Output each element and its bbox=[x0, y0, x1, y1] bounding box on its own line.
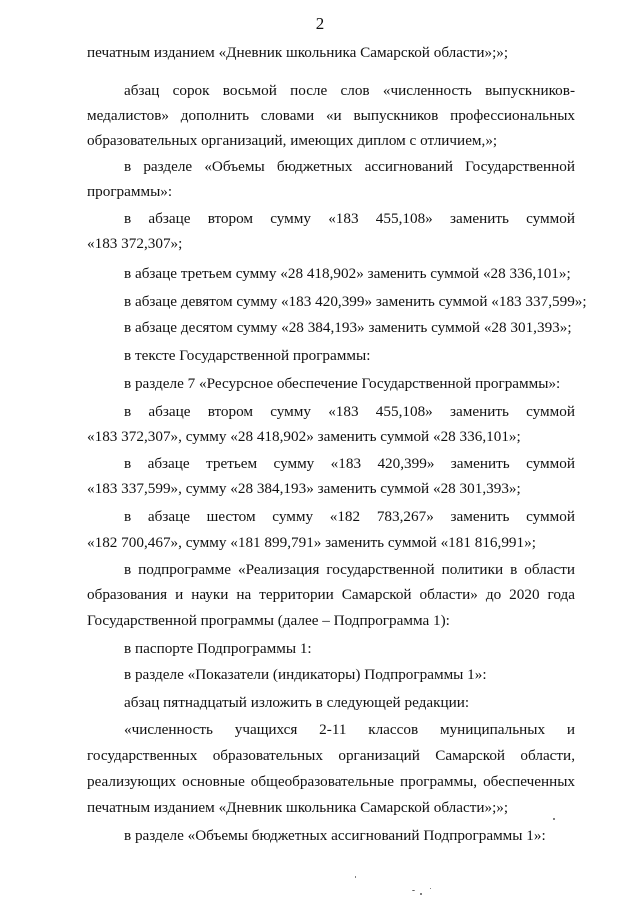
scan-speck bbox=[412, 890, 415, 891]
text-line: в тексте Государственной программы: bbox=[124, 347, 371, 364]
scan-speck bbox=[553, 818, 555, 820]
text-line: «183 372,307»; bbox=[87, 235, 183, 252]
text-line: в абзаце втором сумму «183 455,108» заменить суммой bbox=[124, 403, 575, 420]
text-line: печатным изданием «Дневник школьника Самарской области»;»; bbox=[87, 799, 509, 816]
text-line: образовательных организаций, имеющих диплом с отличием,»; bbox=[87, 132, 498, 149]
text-line: абзац пятнадцатый изложить в следующей редакции: bbox=[124, 694, 470, 711]
scan-speck bbox=[430, 888, 431, 889]
text-line: в подпрограмме «Реализация государственной политики в области bbox=[124, 561, 575, 578]
text-line: в разделе «Показатели (индикаторы) Подпрограммы 1»: bbox=[124, 666, 487, 683]
text-line: в абзаце девятом сумму «183 420,399» заменить суммой «183 337,599»; bbox=[124, 293, 587, 310]
text-line: «182 700,467», сумму «181 899,791» заменить суммой «181 816,991»; bbox=[87, 534, 536, 551]
text-line: «численность учащихся 2-11 классов муниципальных и bbox=[124, 721, 575, 738]
text-line: медалистов» дополнить словами «и выпускников профессиональных bbox=[87, 107, 575, 124]
text-line: «183 337,599», сумму «28 384,193» заменить суммой «28 301,393»; bbox=[87, 480, 521, 497]
text-line: в разделе «Объемы бюджетных ассигнований Подпрограммы 1»: bbox=[124, 827, 546, 844]
text-line: программы»: bbox=[87, 183, 173, 200]
text-line: в абзаце третьем сумму «28 418,902» заменить суммой «28 336,101»; bbox=[124, 265, 571, 282]
text-line: в разделе 7 «Ресурсное обеспечение Государственной программы»: bbox=[124, 375, 561, 392]
text-line: печатным изданием «Дневник школьника Самарской области»;»; bbox=[87, 44, 509, 61]
text-line: в абзаце десятом сумму «28 384,193» заменить суммой «28 301,393»; bbox=[124, 319, 572, 336]
text-line: «183 372,307», сумму «28 418,902» заменить суммой «28 336,101»; bbox=[87, 428, 521, 445]
text-line: в разделе «Объемы бюджетных ассигнований Государственной bbox=[124, 158, 575, 175]
text-line: образования и науки на территории Самарской области» до 2020 года bbox=[87, 586, 575, 603]
scan-speck bbox=[355, 876, 356, 878]
text-line: абзац сорок восьмой после слов «численность выпускников- bbox=[124, 82, 575, 99]
page-number: 2 bbox=[315, 14, 325, 33]
text-line: в паспорте Подпрограммы 1: bbox=[124, 640, 312, 657]
scan-speck bbox=[420, 893, 422, 895]
text-line: в абзаце третьем сумму «183 420,399» заменить суммой bbox=[124, 455, 575, 472]
text-line: Государственной программы (далее – Подпрограмма 1): bbox=[87, 612, 450, 629]
text-line: в абзаце шестом сумму «182 783,267» заменить суммой bbox=[124, 508, 575, 525]
text-line: государственных образовательных организаций Самарской области, bbox=[87, 747, 575, 764]
text-line: реализующих основные общеобразовательные программы, обеспеченных bbox=[87, 773, 575, 790]
text-line: в абзаце втором сумму «183 455,108» заменить суммой bbox=[124, 210, 575, 227]
